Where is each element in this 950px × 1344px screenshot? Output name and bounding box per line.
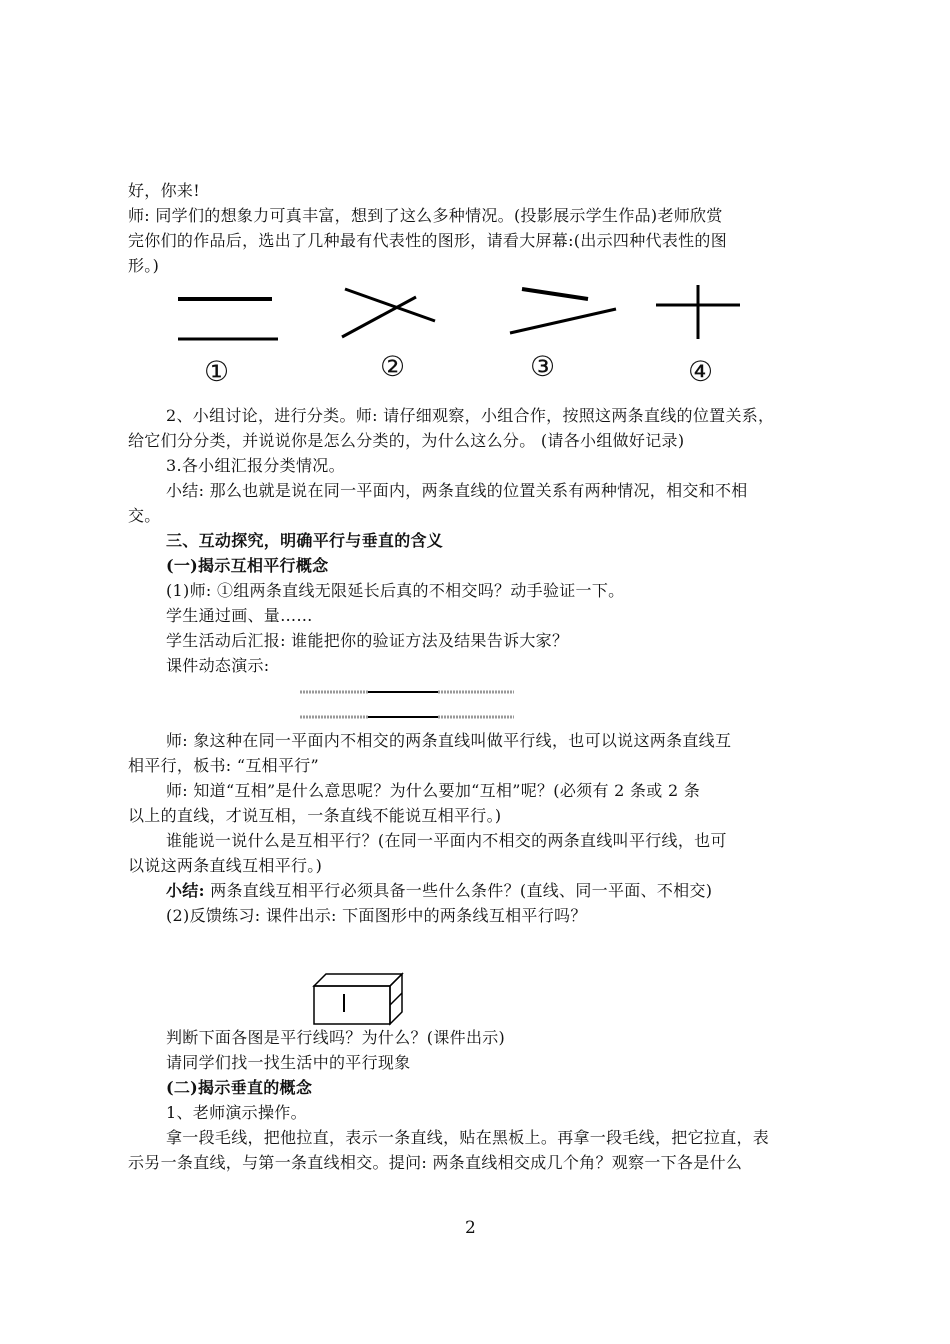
text-line: 2、小组讨论，进行分类。师: 请仔细观察，小组合作，按照这两条直线的位置关系， — [166, 406, 775, 425]
text-line: 好，你来! — [128, 181, 200, 200]
parallel-lines-demo — [300, 684, 516, 724]
text-line: 示另一条直线，与第一条直线相交。提问: 两条直线相交成几个角？观察一下各是什么 — [128, 1153, 743, 1172]
text-line: 完你们的作品后，选出了几种最有代表性的图形，请看大屏幕:(出示四种代表性的图 — [128, 231, 728, 250]
text-line: 交。 — [128, 506, 161, 525]
text-line: 以说这两条直线互相平行。) — [128, 856, 323, 875]
text-line: 师: 知道“互相”是什么意思呢？为什么要加“互相”呢？(必须有 2 条或 2 条 — [166, 781, 701, 800]
cuboid-front-face — [314, 986, 390, 1024]
text-line: 以上的直线，才说互相，一条直线不能说互相平行。) — [128, 806, 502, 825]
text-line: (1)师: ①组两条直线无限延长后真的不相交吗？动手验证一下。 — [166, 581, 625, 600]
summary-text: 两条直线互相平行必须具备一些什么条件？(直线、同一平面、不相交) — [210, 881, 713, 900]
figure-2-line-b — [342, 297, 416, 337]
figure-3-line-b — [510, 309, 616, 333]
section-heading: 三、互动探究，明确平行与垂直的含义 — [166, 531, 444, 550]
cuboid-top-face — [314, 974, 402, 986]
text-line: 师: 同学们的想象力可真丰富，想到了这么多种情况。(投影展示学生作品)老师欣赏 — [128, 206, 723, 225]
text-line: 学生活动后汇报: 谁能把你的验证方法及结果告诉大家？ — [166, 631, 569, 650]
text-line: 课件动态演示: — [166, 656, 270, 675]
text-line: 小结: 那么也就是说在同一平面内，两条直线的位置关系有两种情况，相交和不相 — [166, 481, 748, 500]
text-line: 拿一段毛线，把他拉直，表示一条直线，贴在黑板上。再拿一段毛线，把它拉直，表 — [166, 1128, 770, 1147]
subsection-heading: (二)揭示垂直的概念 — [166, 1078, 313, 1097]
summary-line — [166, 880, 871, 902]
figure-label-1: ① — [204, 355, 230, 388]
text-line: 请同学们找一找生活中的平行现象 — [166, 1053, 411, 1072]
figure-2-line-a — [345, 289, 435, 321]
text-line: (2)反馈练习: 课件出示: 下面图形中的两条线互相平行吗？ — [166, 906, 587, 925]
figure-3-line-a — [522, 289, 588, 299]
text-line: 1、老师演示操作。 — [166, 1103, 307, 1122]
text-line: 学生通过画、量…… — [166, 606, 313, 625]
summary-label: 小结: — [166, 881, 205, 900]
text-line: 师: 象这种在同一平面内不相交的两条直线叫做平行线，也可以说这两条直线互 — [166, 731, 732, 750]
text-line: 相平行，板书: “互相平行” — [128, 756, 320, 775]
figure-label-3: ③ — [530, 350, 556, 383]
text-line: 给它们分分类，并说说你是怎么分类的，为什么这么分。 (请各小组做好记录) — [128, 431, 685, 450]
text-line: 形。) — [128, 256, 160, 275]
four-line-figures — [170, 285, 750, 345]
subsection-heading: (一)揭示互相平行概念 — [166, 556, 329, 575]
cuboid-figure — [310, 970, 406, 1028]
figure-label-2: ② — [380, 350, 406, 383]
text-line: 谁能说一说什么是互相平行？(在同一平面内不相交的两条直线叫平行线，也可 — [166, 831, 727, 850]
cuboid-side-divider — [390, 993, 402, 1005]
figure-label-4: ④ — [688, 355, 714, 388]
text-line: 3.各小组汇报分类情况。 — [166, 456, 345, 475]
page-number: 2 — [465, 1218, 476, 1238]
text-line: 判断下面各图是平行线吗？为什么？(课件出示) — [166, 1028, 506, 1047]
